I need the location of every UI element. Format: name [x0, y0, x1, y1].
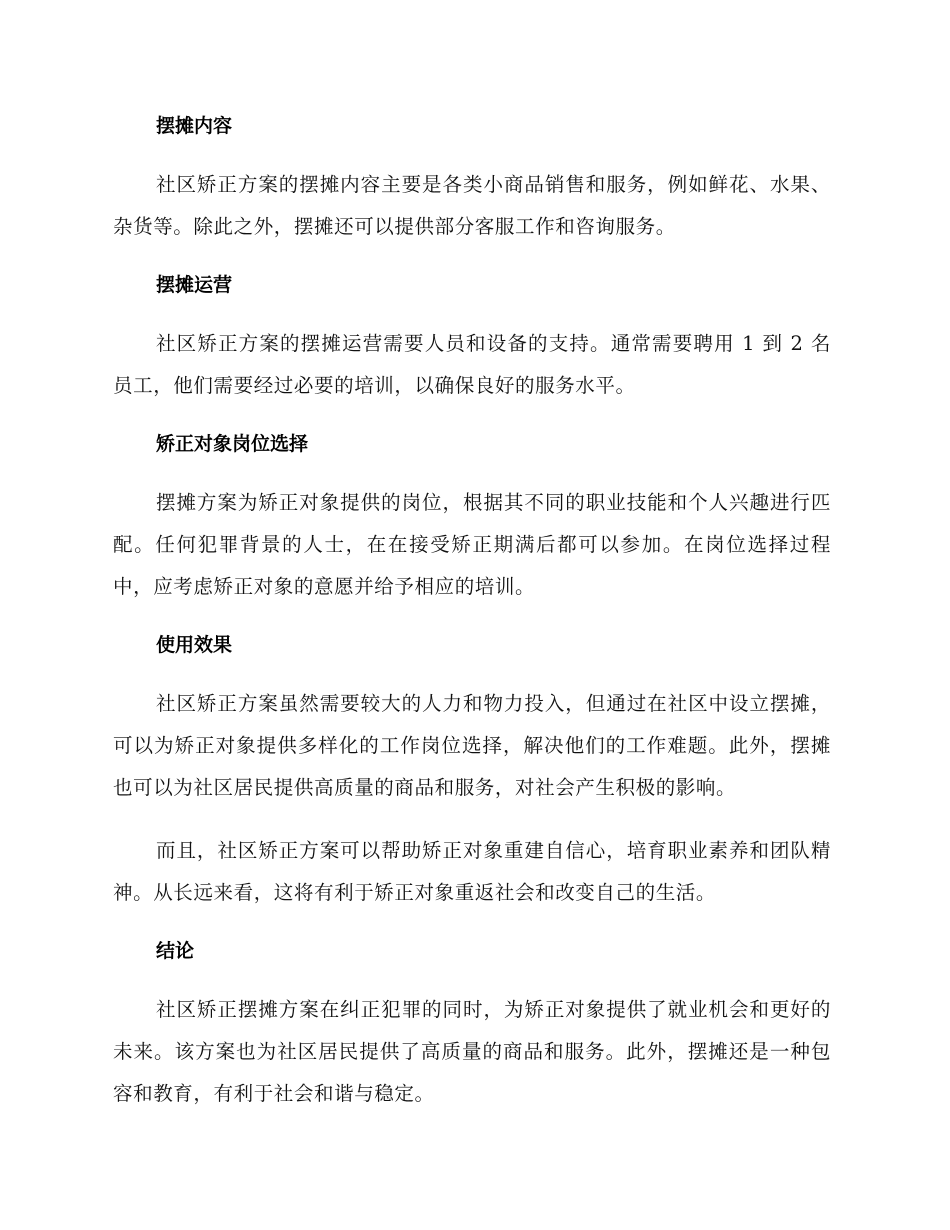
section-heading-stall-operation: 摆摊运营 [156, 274, 233, 296]
paragraph-stall-operation: 社区矫正方案的摆摊运营需要人员和设备的支持。通常需要聘用 1 到 2 名员工，他们需要经过必要的培训，以确保良好的服务水平。 [113, 332, 831, 397]
paragraph-conclusion: 社区矫正摆摊方案在纠正犯罪的同时，为矫正对象提供了就业机会和更好的未来。该方案也为社区居民提供了高质量的商品和服务。此外，摆摊还是一种包容和教育，有利于社会和谐与稳定。 [113, 998, 831, 1105]
paragraph-effects-2: 而且，社区矫正方案可以帮助矫正对象重建自信心，培育职业素养和团队精神。从长远来看，这将有利于矫正对象重返社会和改变自己的生活。 [113, 839, 831, 904]
section-heading-effects: 使用效果 [156, 634, 233, 656]
section-heading-conclusion: 结论 [156, 940, 195, 962]
section-heading-job-selection: 矫正对象岗位选择 [156, 433, 309, 455]
section-heading-stall-content: 摆摊内容 [156, 115, 233, 137]
paragraph-stall-content: 社区矫正方案的摆摊内容主要是各类小商品销售和服务，例如鲜花、水果、杂货等。除此之外，摆摊还可以提供部分客服工作和咨询服务。 [113, 173, 831, 238]
document-body [113, 110, 831, 1136]
paragraph-job-selection: 摆摊方案为矫正对象提供的岗位，根据其不同的职业技能和个人兴趣进行匹配。任何犯罪背景的人士，在在接受矫正期满后都可以参加。在岗位选择过程中，应考虑矫正对象的意愿并给予相应的培训。 [113, 491, 831, 598]
paragraph-effects-1: 社区矫正方案虽然需要较大的人力和物力投入，但通过在社区中设立摆摊，可以为矫正对象提供多样化的工作岗位选择，解决他们的工作难题。此外，摆摊也可以为社区居民提供高质量的商品和服务，对社会产生积极的影响。 [113, 692, 831, 799]
